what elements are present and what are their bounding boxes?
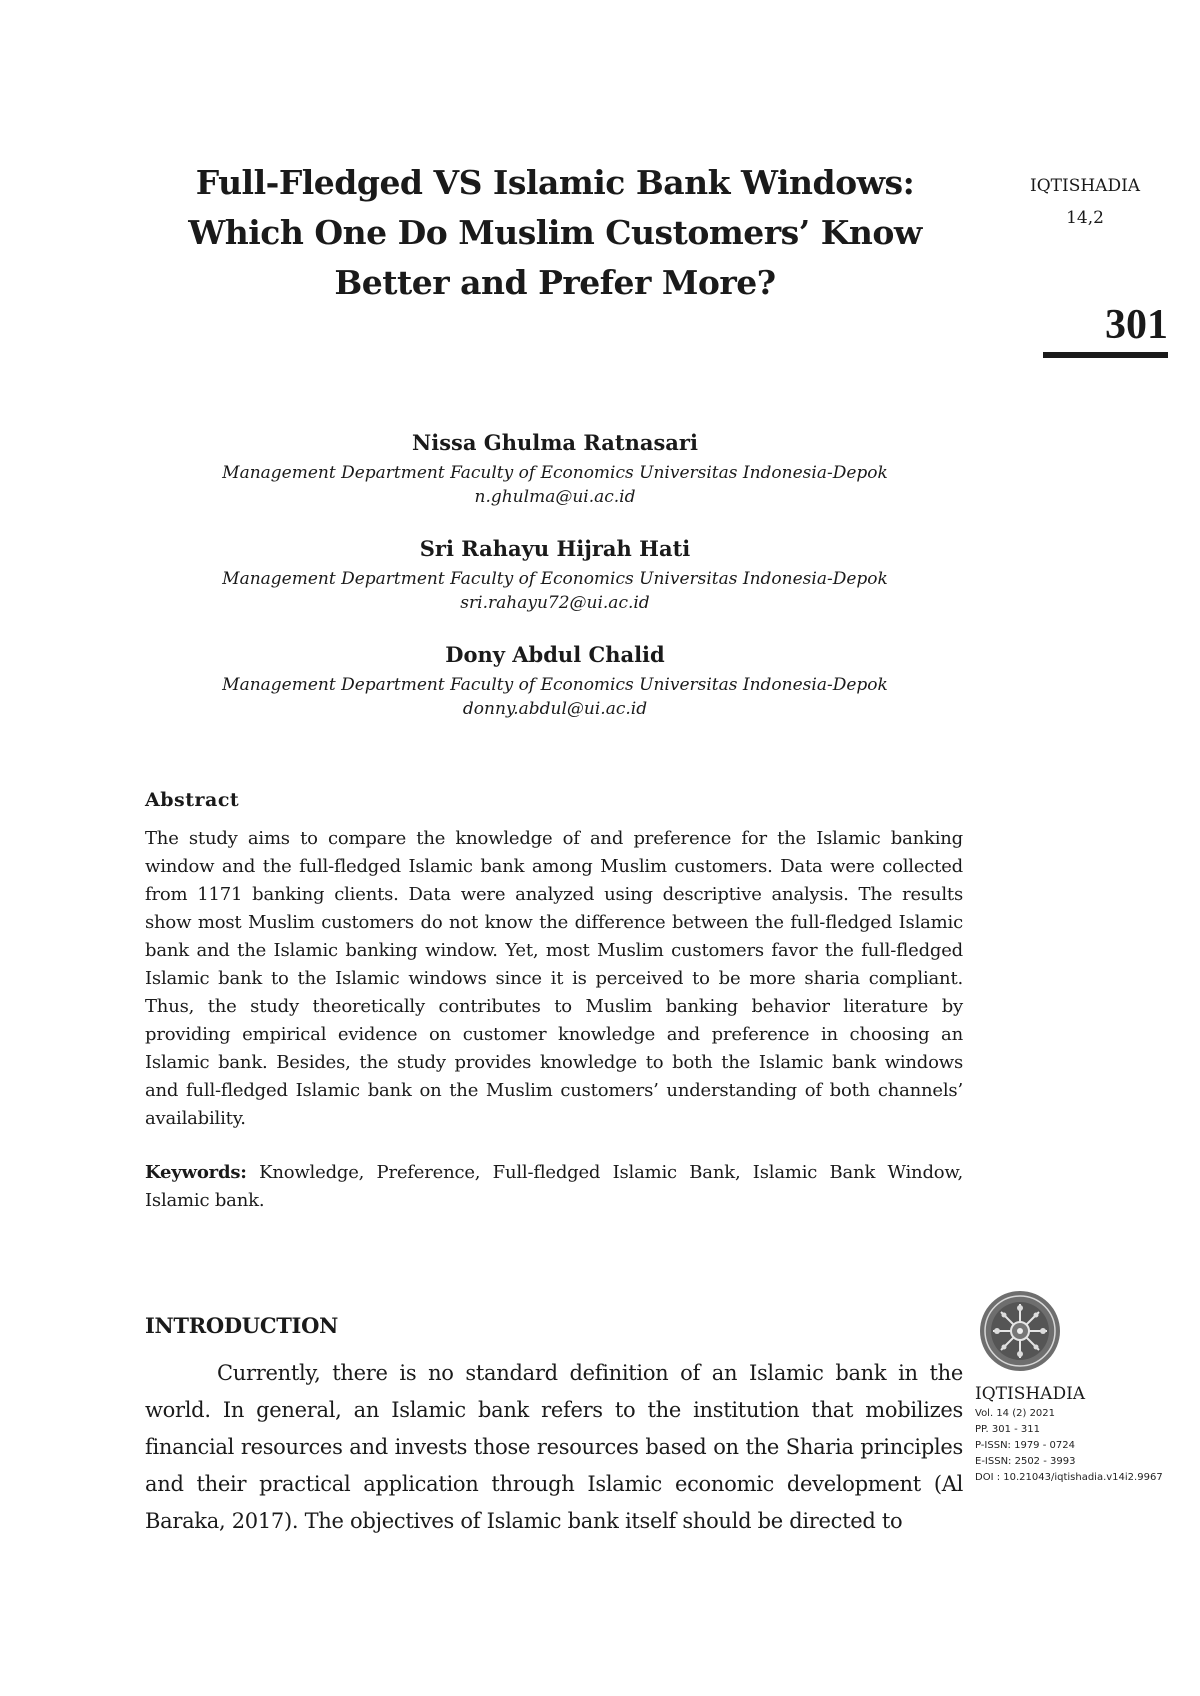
author-name: Dony Abdul Chalid xyxy=(445,642,665,667)
keywords-label: Keywords: xyxy=(145,1162,247,1183)
keywords xyxy=(145,1159,963,1215)
author-affiliation: Management Department Faculty of Economics Universitas Indonesia-Depok xyxy=(222,463,888,483)
volume-issue: 14,2 xyxy=(1066,208,1104,228)
author-affiliation: Management Department Faculty of Economics Universitas Indonesia-Depok xyxy=(222,675,888,695)
introduction-text: Currently, there is no standard definition of an Islamic bank in the world. In general, an Islamic bank refers to the institution that mobilizes financial resources and invests those resources based on the Sharia principles and their practical application through Islamic economic development (Al Baraka, 2017). The objectives of Islamic bank itself should be directed to xyxy=(145,1361,963,1533)
author-block xyxy=(145,637,965,721)
author-block xyxy=(145,531,965,615)
journal-info-sidebar xyxy=(975,1290,1185,1486)
side-volume: Vol. 14 (2) 2021 xyxy=(975,1408,1056,1419)
author-email: sri.rahayu72@ui.ac.id xyxy=(460,593,650,613)
title-line: Full-Fledged VS Islamic Bank Windows: xyxy=(195,163,915,202)
introduction-heading: INTRODUCTION xyxy=(145,1313,338,1338)
author-list xyxy=(145,425,965,743)
side-e-issn: E-ISSN: 2502 - 3993 xyxy=(975,1456,1076,1467)
abstract-section xyxy=(145,785,963,1215)
author-name: Sri Rahayu Hijrah Hati xyxy=(419,536,691,561)
author-email: donny.abdul@ui.ac.id xyxy=(462,699,648,719)
side-p-issn: P-ISSN: 1979 - 0724 xyxy=(975,1440,1075,1451)
author-email: n.ghulma@ui.ac.id xyxy=(474,487,636,507)
journal-header xyxy=(1030,170,1140,234)
page-number-rule xyxy=(1043,352,1168,358)
journal-name: IQTISHADIA xyxy=(1030,176,1141,196)
keywords-text: Knowledge, Preference, Full-fledged Islamic Bank, Islamic Bank Window, Islamic bank. xyxy=(145,1162,963,1211)
page-number: 301 xyxy=(1105,302,1168,348)
side-journal-name: IQTISHADIA xyxy=(975,1384,1086,1404)
title-line: Better and Prefer More? xyxy=(334,263,776,302)
author-block xyxy=(145,425,965,509)
journal-seal-icon xyxy=(979,1290,1061,1372)
title-line: Which One Do Muslim Customers’ Know xyxy=(188,213,922,252)
abstract-heading: Abstract xyxy=(145,789,240,811)
side-pages: PP. 301 - 311 xyxy=(975,1424,1040,1435)
author-affiliation: Management Department Faculty of Economics Universitas Indonesia-Depok xyxy=(222,569,888,589)
author-name: Nissa Ghulma Ratnasari xyxy=(412,430,698,455)
side-doi: DOI : 10.21043/iqtishadia.v14i2.9967 xyxy=(975,1472,1163,1483)
abstract-text: The study aims to compare the knowledge of and preference for the Islamic banking window and the full-fledged Islamic bank among Muslim customers. Data were collected from 1171 banking clients. Data were analyzed using descriptive analysis. The results show most Muslim customers do not know the difference between the full-fledged Islamic bank and the Islamic banking window. Yet, most Muslim customers favor the full-fledged Islamic bank to the Islamic windows since it is perceived to be more sharia compliant. Thus, the study theoretically contributes to Muslim banking behavior literature by providing empirical evidence on customer knowledge and preference in choosing an Islamic bank. Besides, the study provides knowledge to both the Islamic bank windows and full-fledged Islamic bank on the Muslim customers’ understanding of both channels’ availability. xyxy=(145,828,963,1129)
paper-title xyxy=(145,158,965,308)
